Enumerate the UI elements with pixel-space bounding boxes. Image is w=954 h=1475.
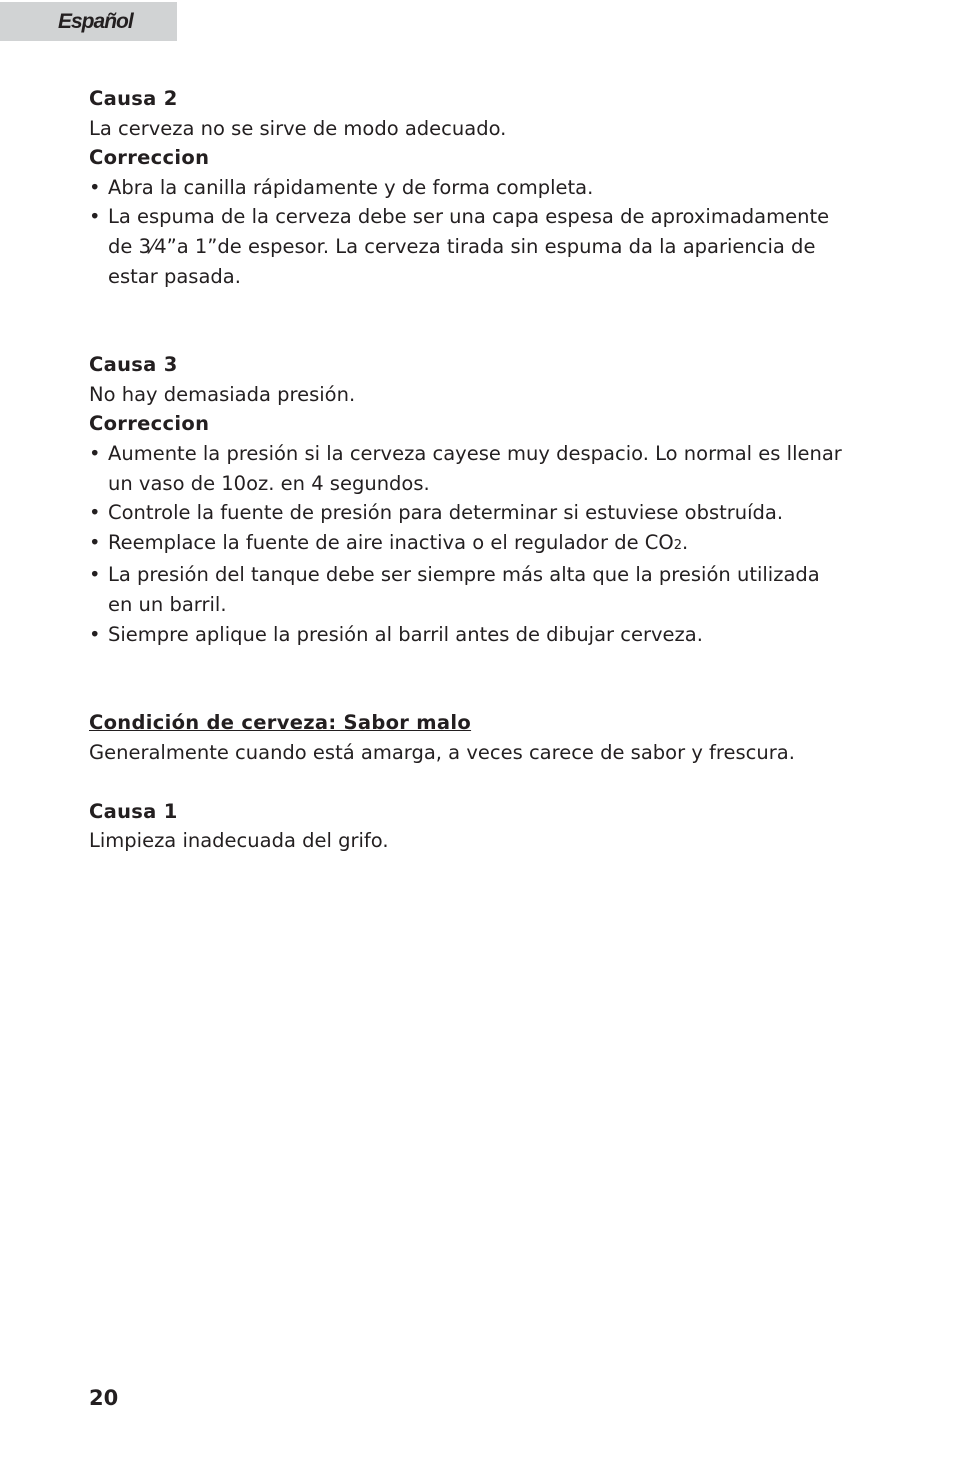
list-item: [89, 498, 849, 528]
bullet-glyph: •: [89, 175, 101, 199]
bullet-glyph: •: [89, 530, 101, 554]
section-condition: [89, 708, 849, 767]
bullet-glyph: •: [89, 441, 101, 465]
bullet-glyph: •: [89, 501, 101, 525]
correction-list: [89, 439, 849, 649]
list-item-text: Siempre aplique la presión al barril antes de dibujar cerveza.: [108, 622, 703, 646]
list-item: [89, 173, 849, 203]
bullet-glyph: •: [89, 622, 101, 646]
list-item-text: Aumente la presión si la cerveza cayese muy despacio. Lo normal es llenar un vaso de 10oz. en 4 segundos.: [108, 441, 842, 495]
page-number: 20: [89, 1386, 119, 1410]
cause-heading: Causa 1: [89, 799, 178, 823]
list-item-text: La espuma de la cerveza debe ser una capa espesa de aproximadamente de 3⁄4”a 1”de espesor. La cerveza tirada sin espuma da la apariencia de estar pasada.: [108, 205, 830, 288]
cause-text: Limpieza inadecuada del grifo.: [89, 829, 389, 853]
spacer: [89, 649, 849, 708]
spacer: [89, 767, 849, 797]
list-item-text: Abra la canilla rápidamente y de forma completa.: [108, 175, 594, 199]
list-item-text: Reemplace la fuente de aire inactiva o el regulador de CO: [108, 530, 674, 554]
co2-suffix: .: [682, 530, 689, 554]
condition-title: Condición de cerveza: Sabor malo: [89, 711, 472, 735]
correction-list: [89, 173, 849, 291]
list-item-text: La presión del tanque debe ser siempre más alta que la presión utilizada en un barril.: [108, 563, 820, 616]
cause-text: No hay demasiada presión.: [89, 382, 356, 406]
list-item: [89, 439, 849, 498]
cause-heading: Causa 2: [89, 87, 178, 110]
condition-description: Generalmente cuando está amarga, a veces carece de sabor y frescura.: [89, 740, 795, 764]
cause-text: La cerveza no se sirve de modo adecuado.: [89, 116, 507, 140]
spacer: [89, 291, 849, 350]
co2-subscript: 2: [673, 537, 683, 553]
section-causa-1: [89, 797, 849, 856]
bullet-glyph: •: [89, 205, 101, 229]
list-item: [89, 560, 849, 619]
list-item: [89, 528, 849, 561]
list-item-text: Controle la fuente de presión para determinar si estuviese obstruída.: [108, 501, 784, 525]
bullet-glyph: •: [89, 563, 101, 587]
language-tab: Español: [0, 2, 177, 41]
cause-heading: Causa 3: [89, 353, 178, 377]
section-causa-2: [89, 84, 849, 291]
list-item: [89, 620, 849, 650]
correction-heading: Correccion: [89, 412, 210, 436]
list-item: [89, 202, 849, 291]
correction-heading: Correccion: [89, 146, 210, 170]
document-body: [89, 84, 849, 856]
section-causa-3: [89, 350, 849, 649]
